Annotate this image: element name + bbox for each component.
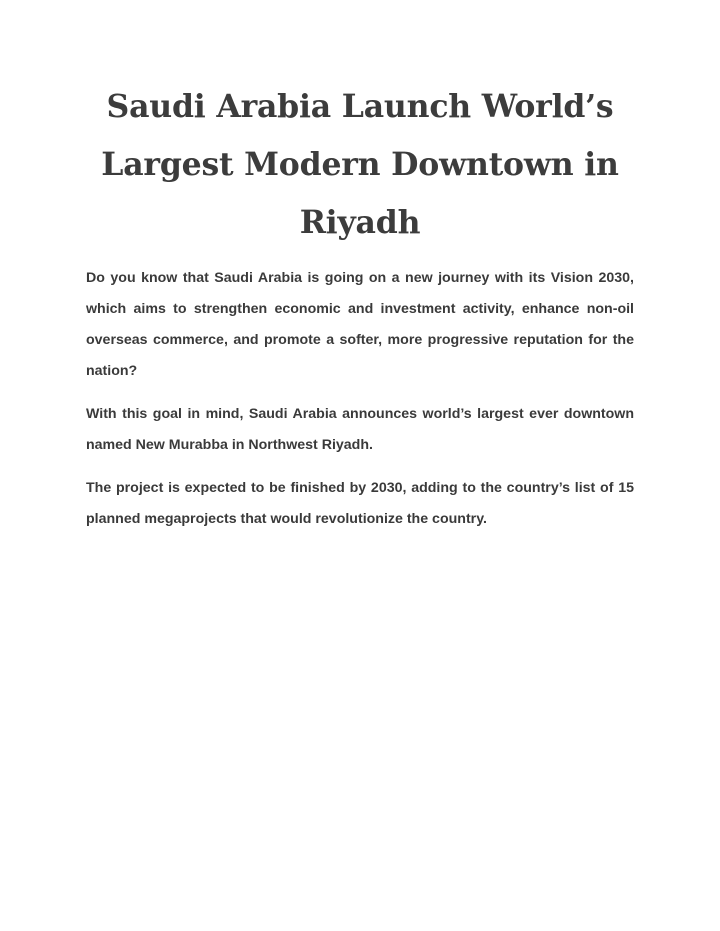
article-paragraph-completion: The project is expected to be finished by 2030, adding to the country’s list of 15 planned megaprojects that would revolutionize the country. [86,480,634,527]
article-title: Saudi Arabia Launch World’s Largest Modern Downtown in Riyadh [101,88,619,241]
article-paragraph-vision: Do you know that Saudi Arabia is going on a new journey with its Vision 2030, which aims to strengthen economic and investment activity, enhance non-oil overseas commerce, and promote a softer, more progressive reputation for the nation? [86,270,634,379]
article-paragraph-announcement: With this goal in mind, Saudi Arabia announces world’s largest ever downtown named New Murabba in Northwest Riyadh. [86,406,634,453]
